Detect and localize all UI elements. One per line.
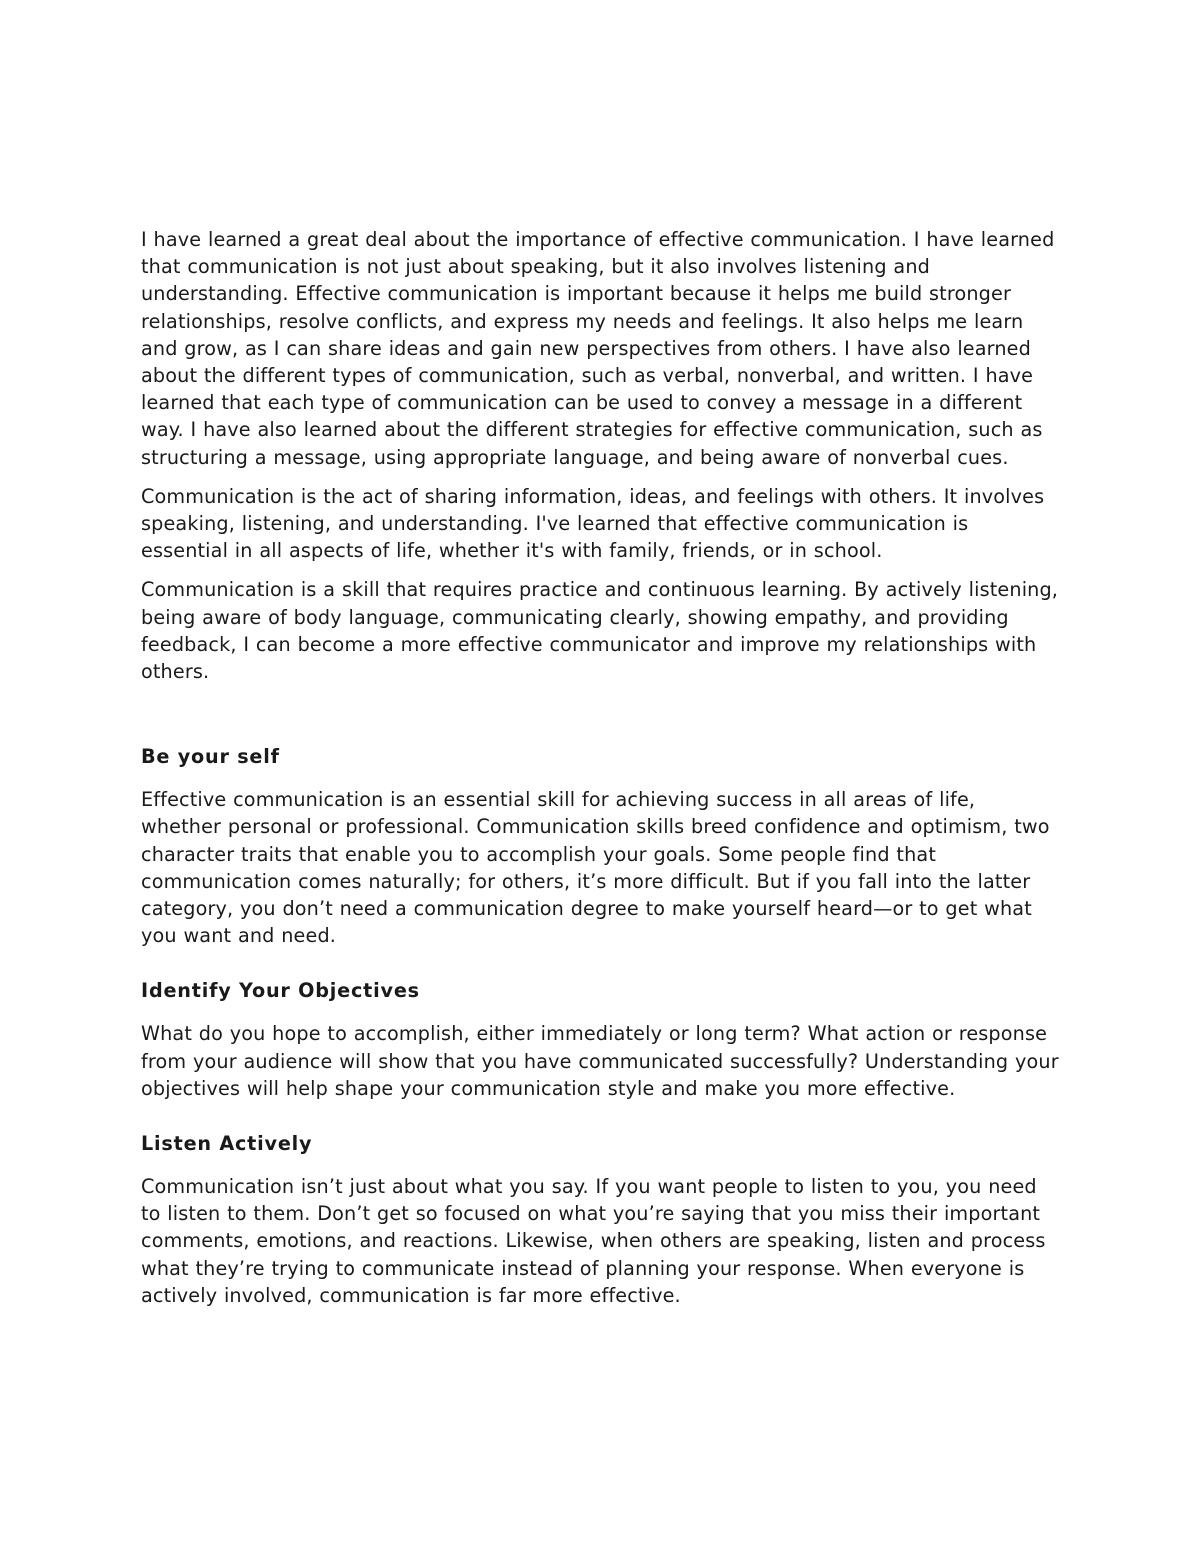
section-body-listen-actively: Communication isn’t just about what you say. If you want people to listen to you, you need to listen to them. Don’t get so focused on what you’re saying that you miss their important comments, emotions, and reactions. Likewise, when others are speaking, listen and process what they’re trying to communicate instead of planning your response. When everyone is actively involved, communication is far more effective. <box>141 1175 1046 1307</box>
spacer <box>141 770 1061 786</box>
section-body-identify-objectives: What do you hope to accomplish, either immediately or long term? What action or response from your audience will show that you have communicated successfully? Understanding your objectives will help shape your communication style and make you more effective. <box>141 1022 1059 1100</box>
intro-paragraph-1: I have learned a great deal about the importance of effective communication. I have learned that communication is not just about speaking, but it also involves listening and understanding. Effective communication is important because it helps me build stronger relationships, resolve conflicts, and express my needs and feelings. It also helps me learn and grow, as I can share ideas and gain new perspectives from others. I have also learned about the different types of communication, such as verbal, nonverbal, and written. I have learned that each type of communication can be used to convey a message in a different way. I have also learned about the different strategies for effective communication, such as structuring a message, using appropriate language, and being aware of nonverbal cues. <box>141 228 1055 469</box>
spacer <box>141 1114 1061 1130</box>
intro-paragraph-3: Communication is a skill that requires practice and continuous learning. By actively listening, being aware of body language, communicating clearly, showing empathy, and providing feedback, I can become a more effective communicator and improve my relationships with others. <box>141 578 1059 684</box>
intro-paragraph-2: Communication is the act of sharing information, ideas, and feelings with others. It involves speaking, listening, and understanding. I've learned that effective communication is essential in all aspects of life, whether it's with family, friends, or in school. <box>141 484 1045 563</box>
section-body-be-your-self: Effective communication is an essential skill for achieving success in all areas of life, whether personal or professional. Communication skills breed confidence and optimism, two character traits that enable you to accomplish your goals. Some people find that communication comes naturally; for others, it’s more difficult. But if you fall into the latter category, you don’t need a communication degree to make yourself heard—or to get what you want and need. <box>141 788 1050 948</box>
spacer <box>141 961 1061 977</box>
section-heading-listen-actively: Listen Actively <box>141 1132 313 1156</box>
section-heading-be-your-self: Be your self <box>141 745 280 769</box>
spacer <box>141 1004 1061 1020</box>
document-page <box>141 226 1061 1321</box>
spacer <box>141 697 1061 743</box>
spacer <box>141 1157 1061 1173</box>
section-heading-identify-objectives: Identify Your Objectives <box>141 979 420 1003</box>
